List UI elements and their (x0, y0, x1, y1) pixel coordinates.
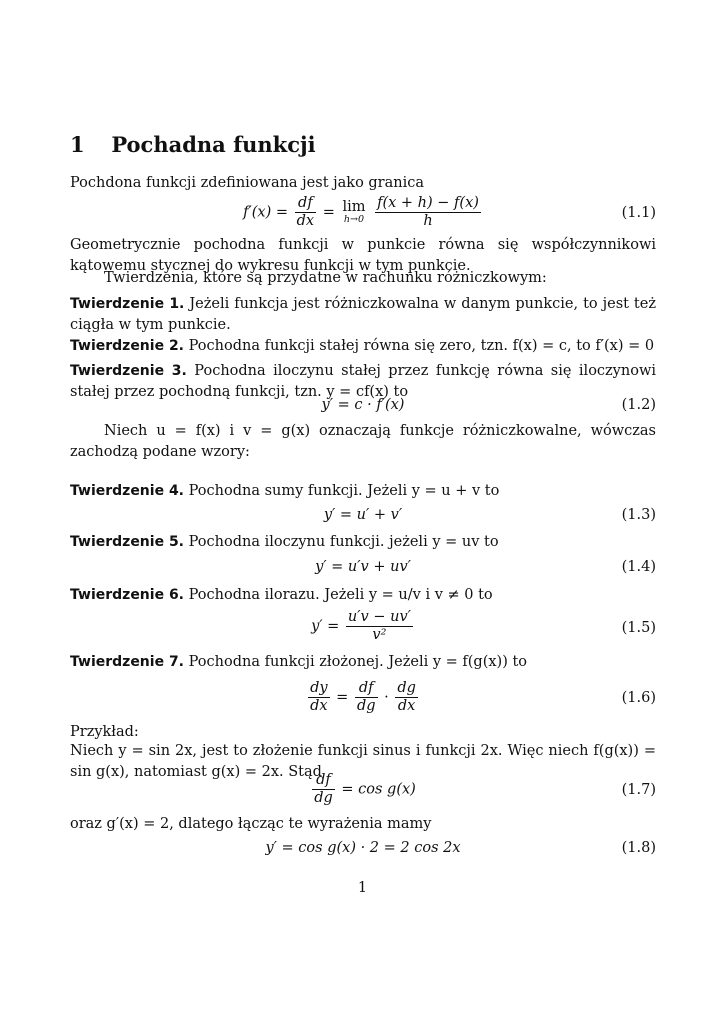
eq-1-5-den: v² (346, 626, 413, 644)
section-number: 1 (70, 132, 85, 157)
eq-tag: (1.2) (621, 397, 656, 413)
eq-1-6-frac-df-dg (355, 680, 378, 715)
eq-1-1-frac-difference (375, 195, 481, 230)
eq-tag: (1.7) (621, 782, 656, 798)
equation-1-8 (70, 840, 656, 862)
eq-1-6-f3-num: dg (397, 680, 416, 696)
theorem-text: Jeżeli funkcja jest różniczkowalna w danym punkcie, to jest też ciągła w tym punkcie. (70, 296, 656, 333)
equation-1-5 (70, 609, 656, 649)
theorem-text: Pochodna funkcji stałej równa się zero, tzn. f(x) = c, to f′(x) = 0 (188, 338, 655, 354)
eq-1-6-frac-dy-dx (308, 680, 329, 715)
eq-tag: (1.5) (621, 620, 656, 636)
eq-1-6-frac-dg-dx (395, 680, 418, 715)
oraz-paragraph: oraz g′(x) = 2, dlatego łącząc te wyrażenia mamy (70, 816, 432, 832)
eq-1-1-frac-df-dx (295, 195, 316, 230)
theorem-label: Twierdzenie 2. (70, 338, 185, 354)
example-paragraph: Niech y = sin 2x, jest to złożenie funkcji sinus i funkcji 2x. Więc niech f(g(x)) = sin g(x), natomiast g(x) = 2x. Stąd (70, 743, 656, 780)
eq-tag: (1.6) (621, 690, 656, 706)
equation-1-3 (70, 507, 656, 529)
eq-1-4-body: y′ = u′v + uv′ (315, 559, 411, 575)
section-title: Pochadna funkcji (111, 132, 316, 157)
intro-paragraph: Pochdona funkcji zdefiniowana jest jako granica (70, 175, 425, 191)
theorem-text: Pochodna iloczynu funkcji. jeżeli y = uv to (188, 534, 499, 550)
eq-1-3-body: y′ = u′ + v′ (323, 507, 403, 523)
theorem-label: Twierdzenie 1. (70, 296, 185, 312)
eq-1-1-frac2-num: f(x + h) − f(x) (377, 195, 479, 211)
eq-1-6-f1-den: dx (308, 697, 329, 715)
eq-tag: (1.4) (621, 559, 656, 575)
eq-1-5-lhs: y′ = (311, 618, 340, 635)
theorem-5 (70, 532, 656, 553)
theorem-text: Pochodna sumy funkcji. Jeżeli y = u + v to (188, 483, 500, 499)
page-number: 1 (357, 880, 368, 896)
theorem-label: Twierdzenie 6. (70, 587, 185, 603)
theorem-1 (70, 294, 656, 336)
example-label: Przykład: (70, 724, 139, 740)
equation-1-7 (70, 772, 656, 812)
theorem-label: Twierdzenie 4. (70, 483, 185, 499)
eq-1-1-lim-sub: h→0 (343, 214, 365, 225)
eq-tag: (1.8) (621, 840, 656, 856)
eq-1-6-f2-den: dg (356, 698, 376, 714)
eq-1-5-frac (346, 609, 413, 644)
eq-1-2-body: y′ = c · f′(x) (321, 397, 405, 413)
theorem-text: Pochodna funkcji złożonej. Jeżeli y = f(g(x)) to (188, 654, 528, 670)
equation-1-4 (70, 559, 656, 581)
theorem-7 (70, 652, 656, 673)
eq-1-6-f3-den: dx (395, 697, 418, 715)
eq-1-6-f2-num: df (358, 680, 374, 696)
eq-1-1-limit (342, 200, 365, 225)
theorem-6 (70, 585, 656, 606)
theorem-label: Twierdzenie 7. (70, 654, 185, 670)
section-heading (70, 132, 316, 157)
eq-1-1-frac1-den: dx (296, 213, 315, 229)
eq-1-7-frac (312, 772, 335, 807)
theorem-label: Twierdzenie 5. (70, 534, 185, 550)
equation-1-6: $\frac{dy}{dx}$ = $\frac{df}{dg}$ · $\frac{dg}{dx}$ (1.6) (310, 680, 656, 714)
theorem-2 (70, 336, 656, 357)
eq-1-7-den: dg (314, 790, 333, 806)
theorems-intro-paragraph: Twierdzenia, które są przydatne w rachunku różniczkowym: (104, 270, 547, 286)
eq-1-7-num: df (316, 772, 331, 788)
eq-tag: (1.1) (621, 205, 656, 221)
theorem-4 (70, 481, 656, 502)
eq-1-1-frac2-den: h (375, 212, 481, 230)
eq-1-6-f1-num: dy (310, 680, 328, 696)
theorem-label: Twierdzenie 3. (70, 363, 187, 379)
theorem-text: Pochodna ilorazu. Jeżeli y = u/v i v ≠ 0 to (188, 587, 493, 603)
equation-1-2 (70, 397, 656, 419)
eq-tag: (1.3) (621, 507, 656, 523)
geometric-paragraph: Geometrycznie pochodna funkcji w punkcie równa się współczynnikowi kątowemu stycznej do wykresu funkcji w tym punkcie. (70, 237, 656, 274)
eq-1-8-body: y′ = cos g(x) · 2 = 2 cos 2x (265, 840, 461, 856)
niech-uv-paragraph: Niech u = f(x) i v = g(x) oznaczają funkcje różniczkowalne, wówczas zachodzą podane wzory: (70, 423, 656, 460)
eq-1-7-rhs: = cos g(x) (341, 781, 416, 798)
eq-1-1-lhs: f′(x) = (243, 204, 289, 221)
theorem-text: Pochodna iloczynu stałej przez funkcję równa się iloczynowi stałej przez pochodną funkcji, tzn. y = cf(x) to (70, 363, 656, 400)
equation-1-1: f′(x) = $\frac{df}{dx}$ = lim h→0 $\frac{f(x + h) - f(x)}{h}$ (1.1) (243, 195, 656, 229)
eq-1-1-lim-word: lim (342, 199, 366, 215)
eq-1-1-frac1-num: df (298, 195, 313, 211)
eq-1-5-num: u′v − uv′ (347, 609, 411, 625)
